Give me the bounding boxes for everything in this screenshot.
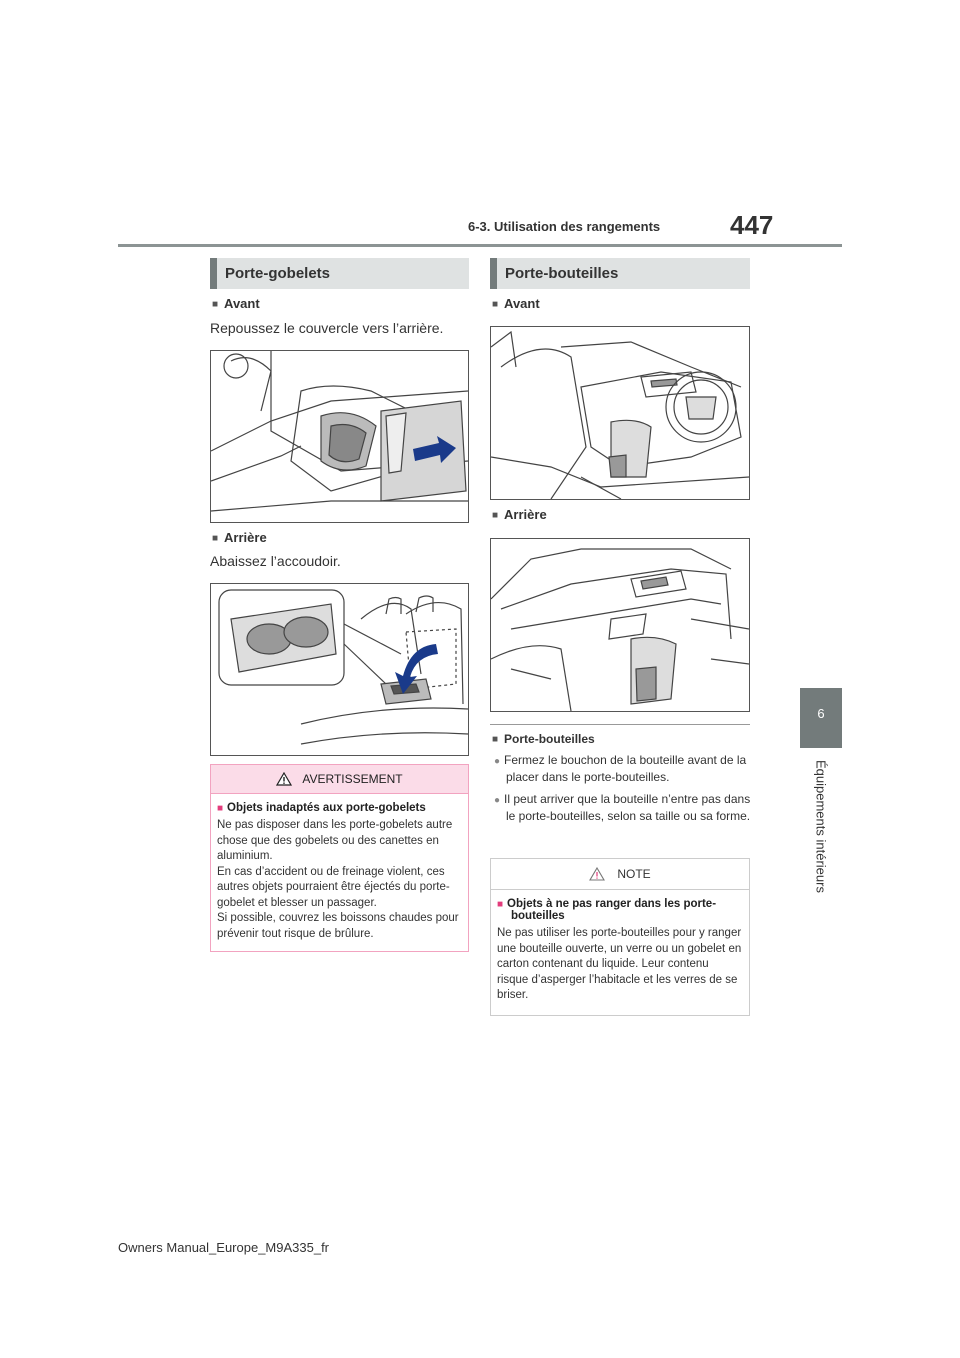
figure-front-cup-holder	[210, 350, 469, 523]
figure-front-bottle-holder	[490, 326, 750, 500]
subheading-front: ■ Avant	[212, 296, 260, 311]
note-header	[491, 859, 749, 890]
pink-square-icon: ■	[497, 899, 504, 910]
warning-triangle-icon	[276, 772, 292, 786]
info-heading: ■ Porte-bouteilles	[492, 732, 595, 746]
chapter-tab: 6	[800, 688, 842, 748]
warning-text: Ne pas disposer dans les porte-gobelets autre chose que des gobelets ou des canettes en aluminium. En cas d’accident ou de freinage violent, ces autres objets pourraient être éjectés du porte-gobelet et blesser un passager. Si possible, couvrez les boissons chaudes pour prévenir tout risque de brûlure.	[217, 819, 459, 940]
bullet-item-2: ● Il peut arriver que la bouteille n’entre pas dans le porte-bouteilles, selon sa taille ou sa forme.	[494, 792, 758, 824]
bullet-item-1: ● Fermez le bouchon de la bouteille avant de la placer dans le porte-bouteilles.	[494, 753, 758, 785]
warning-subtitle: Objets inadaptés aux porte-gobelets	[227, 802, 426, 814]
note-subtitle-row	[497, 898, 743, 922]
illustration-front-console	[211, 351, 468, 522]
section-title-cup-holders: Porte-gobelets	[210, 258, 469, 289]
warning-label: AVERTISSEMENT	[302, 772, 403, 786]
caution-triangle-icon	[589, 867, 605, 881]
section-title-bottle-holders: Porte-bouteilles	[490, 258, 750, 289]
subheading-bottle-front: ■ Avant	[492, 296, 540, 311]
note-subtitle: Objets à ne pas ranger dans les porte-bouteilles	[507, 898, 717, 922]
figure-rear-bottle-holder	[490, 538, 750, 712]
footer-text: Owners Manual_Europe_M9A335_fr	[118, 1240, 330, 1255]
instruction-front: Repoussez le couvercle vers l’arrière.	[210, 320, 444, 336]
chapter-title: Équipements intérieurs	[813, 760, 829, 893]
warning-box	[210, 764, 469, 952]
page-number: 447	[730, 210, 774, 240]
note-box	[490, 858, 750, 1016]
section-divider	[490, 724, 750, 725]
chapter-title-vertical	[806, 760, 836, 900]
illustration-rear-door-pocket	[491, 539, 749, 711]
header-rule	[118, 244, 842, 247]
warning-header	[211, 765, 468, 794]
pink-square-icon: ■	[217, 803, 224, 814]
note-label: NOTE	[617, 867, 651, 881]
instruction-rear: Abaissez l’accoudoir.	[210, 553, 341, 569]
illustration-rear-armrest	[211, 584, 468, 755]
subheading-rear: ■ Arrière	[212, 530, 267, 545]
figure-rear-cup-holder	[210, 583, 469, 756]
section-header: 6-3. Utilisation des rangements	[468, 219, 661, 234]
warning-subtitle-row	[217, 802, 462, 814]
illustration-front-door-pocket	[491, 327, 749, 499]
subheading-bottle-rear: ■ Arrière	[492, 507, 547, 522]
note-text: Ne pas utiliser les porte-bouteilles pour y ranger une bouteille ouverte, un verre ou un gobelet en carton contenant du liquide. Leur contenu risque d’asperger l’habitacle et les verres de se briser.	[497, 927, 742, 1001]
